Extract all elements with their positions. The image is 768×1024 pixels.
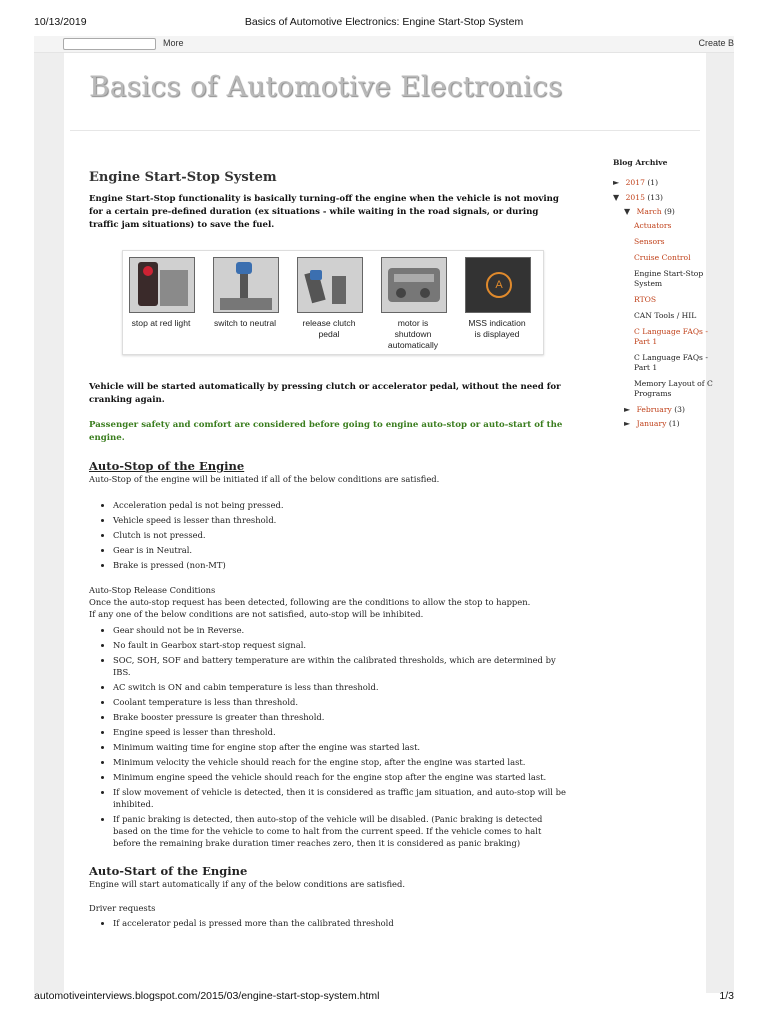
list-item: • Acceleration pedal is not being pressed. <box>113 499 569 511</box>
intro-paragraph: Engine Start-Stop functionality is basically turning-off the engine when the vehicle is not moving for a certain pre-defined duration (ex situations - while waiting in the road signals, or during traffic jam situations) to save the fuel. <box>89 194 559 230</box>
archive-year-2017[interactable] <box>613 178 723 193</box>
gear-lever-image <box>213 257 279 313</box>
list-item: • Minimum waiting time for engine stop after the engine was started last. <box>113 741 569 753</box>
collapsed-arrow-icon[interactable]: ► <box>624 405 631 414</box>
archive-post-engine-start-stop[interactable]: Engine Start-Stop System <box>634 269 704 288</box>
release-title: Auto-Stop Release Conditions <box>89 585 216 595</box>
year-link[interactable]: 2017 <box>625 178 645 187</box>
print-date: 10/13/2019 <box>34 16 87 28</box>
archive-post-cruise-control[interactable]: Cruise Control <box>634 253 691 262</box>
figure-step-clutch <box>297 257 361 340</box>
post-count: (9) <box>664 207 675 216</box>
figure-step-red-light <box>129 257 193 329</box>
navbar-search-input[interactable] <box>63 38 156 50</box>
post-body <box>89 170 569 232</box>
figure-caption: switch to neutral <box>213 318 277 328</box>
restart-paragraph: Vehicle will be started automatically by pressing clutch or accelerator pedal, without the need for cranking again. <box>89 382 561 405</box>
autostart-intro: Engine will start automatically if any of the below conditions are satisfied. <box>89 879 406 889</box>
archive-post-c-faqs-1[interactable]: C Language FAQs - Part 1 <box>634 327 708 346</box>
figure-caption: release clutch pedal <box>302 318 356 339</box>
figure-caption: stop at red light <box>131 318 191 328</box>
post-count: (1) <box>668 419 680 428</box>
start-stop-figure <box>122 250 544 355</box>
figure-step-mss <box>465 257 529 340</box>
expanded-arrow-icon[interactable]: ▼ <box>624 207 631 216</box>
sidebar-title: Blog Archive <box>613 158 668 167</box>
list-item: • Clutch is not pressed. <box>113 529 569 541</box>
archive-month-february[interactable] <box>613 405 723 419</box>
autostop-heading: Auto-Stop of the Engine <box>89 459 245 473</box>
navbar-create-link[interactable]: Create B <box>698 38 734 48</box>
blogger-navbar <box>34 36 734 53</box>
month-link[interactable]: February <box>636 405 672 414</box>
archive-month-march[interactable] <box>613 207 723 221</box>
post-count: (3) <box>674 405 685 414</box>
driver-requests-label: Driver requests <box>89 903 156 913</box>
archive-post-rtos[interactable]: RTOS <box>634 295 657 304</box>
autostop-conditions-list <box>89 499 569 571</box>
list-item: • Vehicle speed is lesser than threshold. <box>113 514 569 526</box>
list-item: • If accelerator pedal is pressed more than the calibrated threshold <box>113 917 569 929</box>
archive-year-2015[interactable] <box>613 193 723 207</box>
month-link[interactable]: January <box>636 419 667 428</box>
print-title: Basics of Automotive Electronics: Engine Start-Stop System <box>244 16 524 28</box>
safety-paragraph: Passenger safety and comfort are considered before going to engine auto-stop or auto-start of the engine. <box>89 420 563 443</box>
list-item: • Gear is in Neutral. <box>113 544 569 556</box>
post-title: Engine Start-Stop System <box>89 170 277 185</box>
traffic-light-image <box>129 257 195 313</box>
figure-step-neutral <box>213 257 277 329</box>
release-conditions-list <box>89 624 569 849</box>
list-item: • Gear should not be in Reverse. <box>113 624 569 636</box>
list-item: • Minimum engine speed the vehicle should reach for the engine stop after the engine was started last. <box>113 771 569 783</box>
list-item: • Coolant temperature is less than threshold. <box>113 696 569 708</box>
blog-title[interactable]: Basics of Automotive Electronics <box>89 70 563 103</box>
header-divider <box>70 130 700 131</box>
figure-step-motor <box>381 257 445 351</box>
list-item: • Engine speed is lesser than threshold. <box>113 726 569 738</box>
post-body-continued <box>89 381 569 932</box>
list-item: • Minimum velocity the vehicle should reach for the engine stop, after the engine was started last. <box>113 756 569 768</box>
list-item: • If panic braking is detected, then auto-stop of the vehicle will be disabled. (Panic braking is detected based on the time for the vehicle to come to halt from the current speed. If the vehicle comes to halt before the remaining brake duration timer reaches zero, then it is considered as panic braking) <box>113 813 569 849</box>
print-url: automotiveinterviews.blogspot.com/2015/03/engine-start-stop-system.html <box>34 990 380 1002</box>
print-footer <box>34 990 734 1004</box>
print-page-number: 1/3 <box>719 990 734 1002</box>
list-item: • SOC, SOH, SOF and battery temperature are within the calibrated thresholds, which are determined by IBS. <box>113 654 569 678</box>
figure-caption: motor is shutdown automatically <box>387 318 439 350</box>
list-item: • Brake is pressed (non-MT) <box>113 559 569 571</box>
archive-post-sensors[interactable]: Sensors <box>634 237 665 246</box>
clutch-pedal-image <box>297 257 363 313</box>
driver-conditions-list <box>89 917 569 929</box>
post-count: (1) <box>647 178 659 187</box>
march-post-list <box>613 221 723 399</box>
blog-archive-sidebar <box>613 158 718 167</box>
mss-indicator-image: A <box>465 257 531 313</box>
archive-tree <box>613 178 723 433</box>
expanded-arrow-icon[interactable]: ▼ <box>613 193 620 202</box>
figure-caption: MSS indication is displayed <box>468 318 526 339</box>
list-item: • Brake booster pressure is greater than threshold. <box>113 711 569 723</box>
list-item: • No fault in Gearbox start-stop request signal. <box>113 639 569 651</box>
archive-post-actuators[interactable]: Actuators <box>634 221 672 230</box>
archive-month-january[interactable] <box>613 419 723 433</box>
collapsed-arrow-icon[interactable]: ► <box>624 419 631 428</box>
collapsed-arrow-icon[interactable]: ► <box>613 178 620 187</box>
autostop-intro: Auto-Stop of the engine will be initiated if all of the below conditions are satisfied. <box>89 474 440 484</box>
year-link[interactable]: 2015 <box>625 193 645 202</box>
list-item: • AC switch is ON and cabin temperature is less than threshold. <box>113 681 569 693</box>
post-count: (13) <box>647 193 663 202</box>
list-item: • If slow movement of vehicle is detected, then it is considered as traffic jam situation, and auto-stop will be inhibited. <box>113 786 569 810</box>
autostart-heading: Auto-Start of the Engine <box>89 864 248 878</box>
engine-image <box>381 257 447 313</box>
release-intro-1: Once the auto-stop request has been detected, following are the conditions to allow the stop to happen. <box>89 597 531 607</box>
archive-post-c-faqs-2[interactable]: C Language FAQs - Part 1 <box>634 353 708 372</box>
month-link[interactable]: March <box>636 207 662 216</box>
navbar-more-link[interactable]: More <box>163 38 184 48</box>
release-intro-2: If any one of the below conditions are not satisfied, auto-stop will be inhibited. <box>89 609 424 619</box>
print-header <box>34 16 734 30</box>
archive-post-memory-layout[interactable]: Memory Layout of C Programs <box>634 379 713 398</box>
archive-post-can-tools[interactable]: CAN Tools / HIL <box>634 311 697 320</box>
